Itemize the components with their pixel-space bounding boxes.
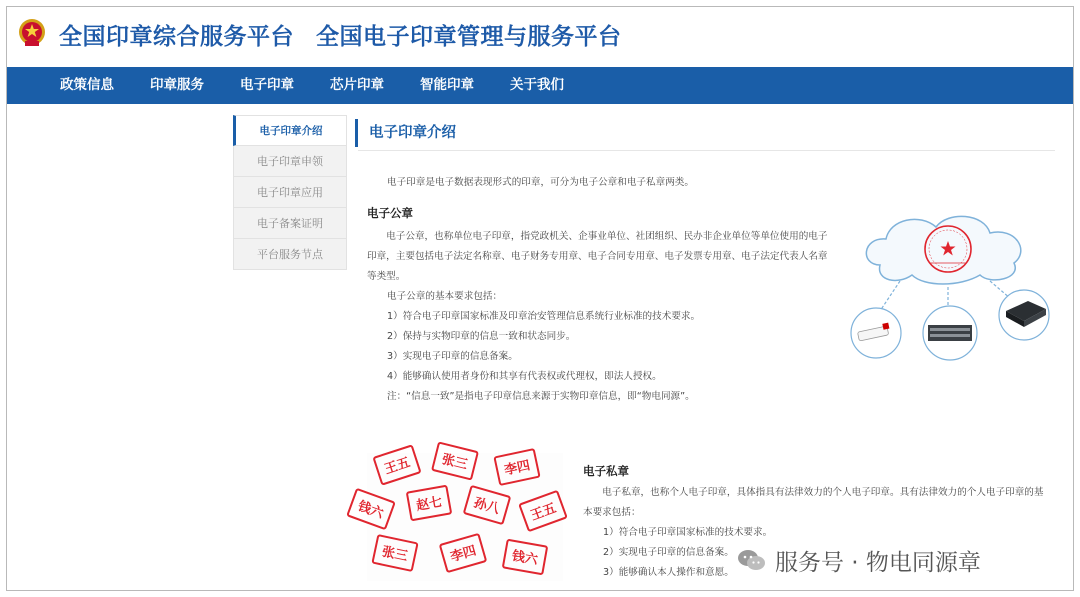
private-requirement-item: 3）能够确认本人操作和意愿。 [603,567,734,578]
personal-stamp-text: 张三 [380,544,409,565]
private-requirement-item: 1）符合电子印章国家标准的技术要求。 [603,527,773,538]
wechat-icon [737,548,767,572]
sidebar-item-filing-proof[interactable]: 电子备案证明 [233,208,347,239]
personal-stamp-text: 李四 [448,543,478,566]
personal-stamp-text: 王五 [382,455,413,478]
sidebar-item-service-nodes[interactable]: 平台服务节点 [233,239,347,270]
page-title: 电子印章介绍 [355,119,1055,147]
public-seal-description: 电子公章，也称单位电子印章，指党政机关、企事业单位、社团组织、民办非企业单位等单位使用的电子印章，主要包括电子法定名称章、电子财务专用章、电子合同专用章、电子发票专用章、电子法定代表人名章等类型。 [367,231,828,282]
personal-stamp-text: 赵七 [415,494,444,515]
watermark [737,545,981,575]
nav-item-chip-seal[interactable]: 芯片印章 [330,77,384,93]
nav-item-policy[interactable]: 政策信息 [60,77,114,93]
nav-item-electronic-seal[interactable]: 电子印章 [240,77,294,93]
site-title-primary: 全国印章综合服务平台 [59,24,294,50]
public-requirement-item: 4）能够确认使用者身份和其享有代表权或代理权，即法人授权。 [387,371,662,382]
nav-item-seal-service[interactable]: 印章服务 [150,77,204,93]
public-seal-heading: 电子公章 [367,206,413,220]
public-seal-note: 注：“信息一致”是指电子印章信息来源于实物印章信息，即“物电同源”。 [387,391,695,402]
site-title-secondary: 全国电子印章管理与服务平台 [316,24,622,50]
sidebar-item-intro[interactable]: 电子印章介绍 [233,115,347,146]
public-requirement-item: 1）符合电子印章国家标准及印章治安管理信息系统行业标准的技术要求。 [387,311,701,322]
intro-text: 电子印章是电子数据表现形式的印章，可分为电子公章和电子私章两类。 [387,177,694,188]
private-seal-heading: 电子私章 [583,464,629,478]
page-frame [6,6,1074,591]
personal-stamp-text: 王五 [528,500,559,524]
personal-stamp-text: 孙八 [472,495,502,518]
site-header [7,7,1073,67]
sidebar [233,115,347,270]
cloud-network-illustration [840,205,1060,365]
nav-item-smart-seal[interactable]: 智能印章 [420,77,474,93]
personal-stamp-text: 钱六 [355,498,386,522]
private-requirement-item: 2）实现电子印章的信息备案。 [603,547,734,558]
sidebar-item-application[interactable]: 电子印章应用 [233,177,347,208]
personal-stamp-text: 钱六 [510,548,539,569]
public-seal-requirements-title: 电子公章的基本要求包括： [387,291,503,302]
public-requirement-item: 2）保持与实物印章的信息一致和状态同步。 [387,331,576,342]
main-nav [7,67,1073,104]
site-title [59,18,622,51]
public-requirement-item: 3）实现电子印章的信息备案。 [387,351,518,362]
sidebar-item-apply[interactable]: 电子印章申领 [233,146,347,177]
nav-item-about-us[interactable]: 关于我们 [510,77,564,93]
national-emblem-icon [17,15,47,49]
personal-stamps-image [355,452,563,581]
personal-stamp-text: 李四 [503,458,532,479]
personal-stamp-text: 张三 [440,452,470,473]
main-content [355,115,1067,585]
private-seal-description: 电子私章，也称个人电子印章，具体指具有法律效力的个人电子印章。具有法律效力的个人电子印章的基本要求包括： [583,487,1044,518]
watermark-text: 服务号 · 物电同源章 [775,549,981,576]
